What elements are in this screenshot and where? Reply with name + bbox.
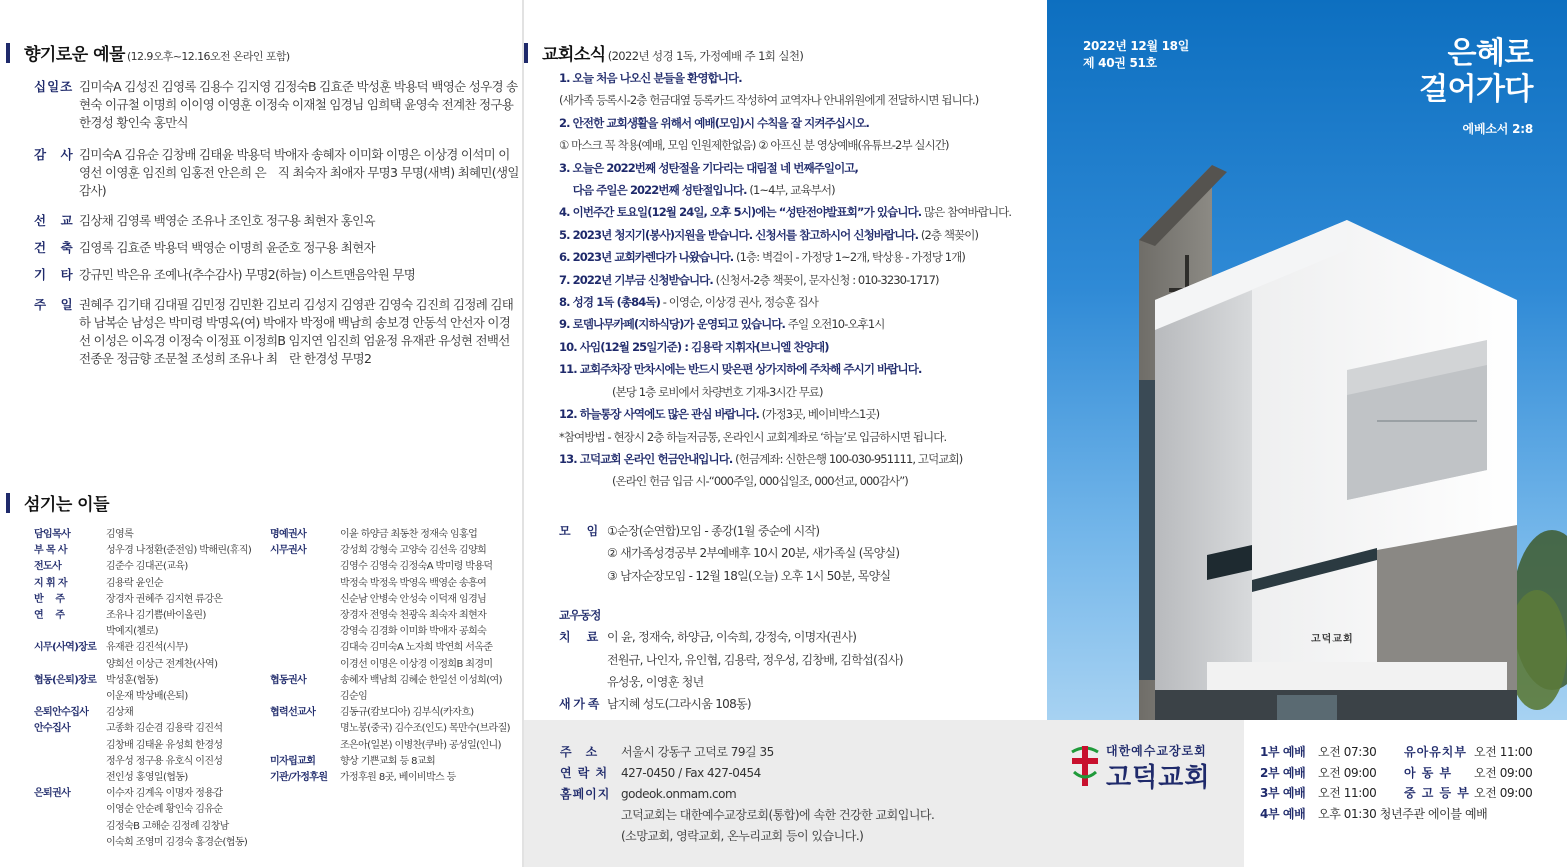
staff-row: [270, 559, 520, 575]
service-label: 4부 예배: [1260, 806, 1306, 821]
news-item: [559, 67, 1044, 89]
staff-role: 전도사: [34, 561, 62, 573]
staff-names: 이숙희 조영미 김경숙 홍경순(협동): [106, 836, 248, 848]
staff-role: [34, 754, 106, 770]
staff-role: [34, 738, 106, 754]
dept-label: 아 동 부: [1404, 765, 1453, 780]
staff-row: [270, 608, 520, 624]
dept-label: [1404, 804, 1474, 825]
phone-label: 연 락 처: [560, 766, 609, 780]
service-label: 1부 예배: [1260, 745, 1306, 759]
staff-names: 이수자 김계옥 이명자 정용갑: [106, 788, 223, 800]
treatment-line: 전원규, 나인자, 유인협, 김용락, 정우성, 김창배, 김학섭(집사): [607, 652, 903, 667]
staff-names: 강성희 강형숙 고양숙 김선욱 김양희: [340, 545, 487, 557]
staff-row: [270, 640, 520, 656]
offering-category: 십일조: [34, 79, 74, 94]
staff-names: 장경자 전영숙 천광옥 최숙자 최현자: [340, 610, 487, 622]
news-item: [559, 336, 1044, 358]
service-label: 3부 예배: [1260, 786, 1306, 800]
staff-role: [34, 770, 106, 786]
news-header: [524, 40, 803, 65]
staff-names: 가정후원 8곳, 베이비박스 등: [340, 772, 456, 784]
staff-role: [270, 738, 340, 754]
news-item: [559, 201, 1044, 223]
news-item: [559, 179, 1044, 201]
section-bar: [524, 43, 528, 63]
staff-row: [270, 689, 520, 705]
website-link[interactable]: godeok.onmam.com: [621, 787, 737, 801]
staff-row: [34, 721, 269, 737]
staff-row: [34, 543, 269, 559]
staff-names: 이윤 하양금 최동찬 정재숙 임홍업: [340, 529, 478, 540]
service-row: [1260, 742, 1560, 763]
member-news-block: [559, 604, 903, 715]
news-item-bold: 2. 안전한 교회생활을 위해서 예배(모임)시 수칙을 잘 지켜주십시오.: [559, 115, 869, 130]
staff-row: [270, 770, 520, 786]
staff-role: 협동권사: [270, 674, 307, 686]
staff-names: 박정숙 박정욱 박영옥 백영순 송흥여: [340, 577, 487, 589]
address: 서울시 강동구 고덕로 79길 35: [621, 745, 774, 759]
staff-names: 이영순 안순례 황인숙 김유순: [106, 804, 223, 816]
news-item-note: (2층 책꽂이): [918, 227, 979, 242]
news-subtitle: (2022년 성경 1독, 가정예배 주 1회 실천): [607, 49, 804, 63]
staff-names: 성우경 나정환(준전임) 박해린(휴직): [106, 545, 252, 557]
staff-row: [34, 608, 269, 624]
offering-row: [34, 212, 519, 230]
news-item-bold: 다음 주일은 2022번째 성탄절입니다.: [559, 183, 747, 198]
staff-names: 조은아(일본) 이병찬(쿠바) 공성일(인니): [340, 739, 501, 751]
service-time: 오전 09:00: [1318, 765, 1377, 780]
service-row: [1260, 804, 1560, 825]
news-item-bold: 6. 2023년 교회카렌다가 나왔습니다.: [559, 250, 734, 265]
offering-names: 강규민 박은유 조예나(추수감사) 무명2(하늘) 이스트맨음악원 무명: [79, 267, 416, 282]
service-label: 2부 예배: [1260, 765, 1306, 780]
service-row: [1260, 763, 1560, 784]
news-item-note: (새가족 등록시-2층 헌금대옆 등록카드 작성하여 교역자나 안내위원에게 전달하시면 됩니다.): [559, 93, 979, 108]
news-item-note: - 이영순, 이상경 권사, 정승훈 집사: [659, 295, 818, 310]
cover-issue: 제 40권 51호: [1083, 56, 1157, 70]
left-panel: [0, 0, 522, 867]
staff-row: [34, 592, 269, 608]
news-item-bold: 3. 오늘은 2022번째 성탄절을 기다리는 대림절 네 번째주일이고,: [559, 160, 858, 175]
treatment-line: 유성웅, 이영훈 청년: [607, 674, 704, 689]
staff-role: [270, 689, 340, 705]
offering-names: 김상채 김영록 백영순 조유나 조인호 정구용 최현자 홍인옥: [79, 213, 375, 228]
news-item-note: (본당 1층 로비에서 차량번호 기재-3시간 무료): [559, 384, 823, 399]
news-item: [559, 112, 1044, 134]
offering-names: 김영록 김효준 박용덕 백영순 이명희 윤준호 정구용 최현자: [79, 240, 375, 255]
staff-names: 김대숙 김미숙A 노자희 박연희 서옥준: [340, 642, 493, 654]
offering-row: [34, 146, 519, 200]
news-item: [559, 381, 1044, 403]
staff-row: [270, 592, 520, 608]
staff-names: 정우성 정구용 유호식 이진성: [106, 755, 223, 767]
news-item: [559, 358, 1044, 380]
denomination-name: 대한예수교장로회: [1106, 744, 1207, 758]
staff-role: 은퇴안수집사: [34, 707, 89, 719]
news-item-bold: 8. 성경 1독 (총84독): [559, 295, 660, 310]
staff-row: [270, 721, 520, 737]
news-list: [559, 67, 1044, 493]
staff-role: 협동(은퇴)장로: [34, 674, 97, 686]
staff-list-left: [34, 527, 269, 851]
offering-row: [34, 296, 519, 368]
staff-header: [6, 490, 109, 515]
staff-row: [34, 754, 269, 770]
staff-row: [270, 738, 520, 754]
staff-names: 전인성 홍영일(협동): [106, 772, 188, 784]
news-item-bold: 4. 이번주간 토요일(12월 24일, 오후 5시)에는 “성탄전야발표회”가 있습니다.: [559, 205, 922, 220]
staff-role: 연 주: [34, 610, 65, 622]
news-item: [559, 89, 1044, 111]
dept-time: 오전 09:00: [1474, 765, 1533, 780]
staff-names: 조유나 김기쁨(바이올린): [106, 610, 206, 622]
staff-role: [270, 559, 340, 575]
offering-names: 권혜주 김기태 김대필 김민정 김민환 김보리 김성지 김영관 김영숙 김진희 김정례 김태하 남복순 남성은 박미령 박명옥(여) 박애자 박정애 백남희 송보경 안동석 안선자 이경선 이성은 이옥경 이정숙 이정표 이정희B 임지연 임진희 엄윤정 유재관 유성현 전백선 전종운 정금향 조문철 조성희 조유나 최 란 한경성 무명2: [79, 297, 514, 366]
staff-names: 장경자 권혜주 김지현 류강은: [106, 593, 223, 605]
staff-row: [270, 576, 520, 592]
staff-names: 김동규(캄보디아) 김부식(카자흐): [340, 707, 474, 719]
cover-title-line2: 걸어가다: [1419, 72, 1533, 107]
meeting-item: ①순장(순연합)모임 - 종강(1월 중순에 시작): [607, 524, 820, 538]
news-item-bold: 10. 사임(12월 25일기준) : 김용락 지휘자(브니엘 찬양대): [559, 339, 829, 354]
staff-role: 명예권사: [270, 529, 307, 540]
staff-names: 양희선 이상근 전계찬(사역): [106, 658, 218, 670]
staff-role: 은퇴권사: [34, 788, 71, 800]
staff-row: [34, 559, 269, 575]
staff-row: [270, 543, 520, 559]
staff-role: 기관/가정후원: [270, 772, 328, 784]
staff-role: 반 주: [34, 593, 65, 605]
news-item-note: 많은 참여바랍니다.: [921, 205, 1012, 220]
staff-role: 담임목사: [34, 529, 71, 540]
cover-photo: [1047, 0, 1567, 720]
staff-role: [34, 689, 106, 705]
cover-date: 2022년 12월 18일: [1083, 39, 1190, 53]
staff-names: 명노봉(중국) 김수조(인도) 목만수(브라질): [340, 723, 510, 735]
offering-category: 기 타: [34, 267, 74, 282]
staff-role: [34, 624, 106, 640]
news-item: [559, 313, 1044, 335]
staff-row: [270, 673, 520, 689]
staff-row: [270, 657, 520, 673]
staff-names: 신순남 안병숙 안성숙 이덕재 임경님: [340, 593, 487, 605]
news-item-bold: 1. 오늘 처음 나오신 분들을 환영합니다.: [559, 71, 742, 85]
news-item-bold: 13. 고덕교회 온라인 헌금안내입니다.: [559, 451, 733, 466]
service-time: 오전 11:00: [1318, 786, 1377, 800]
staff-row: [34, 705, 269, 721]
staff-row: [34, 640, 269, 656]
dept-time: 오전 11:00: [1474, 745, 1533, 759]
new-family-label: 새 가 족: [559, 697, 599, 712]
treatment-label: 치 료: [559, 630, 601, 645]
section-bar: [6, 43, 10, 63]
staff-role: [34, 802, 106, 818]
cover-title-line1: 은혜로: [1447, 36, 1533, 71]
staff-names: 송혜자 백남희 김혜순 한일선 이성희(여): [340, 674, 502, 686]
treatment-line: 이 윤, 정재숙, 하양금, 이숙희, 강정숙, 이명자(권사): [607, 630, 857, 645]
staff-names: 이운재 박상배(은퇴): [106, 691, 188, 703]
staff-role: [270, 721, 340, 737]
staff-role: [270, 657, 340, 673]
news-item: [559, 157, 1044, 179]
news-item-note: (1~4부, 교육부서): [746, 183, 835, 198]
staff-row: [34, 819, 269, 835]
staff-row: [270, 624, 520, 640]
church-description-note: (소망교회, 영락교회, 온누리교회 등이 있습니다.): [621, 829, 864, 843]
staff-row: [270, 527, 520, 543]
staff-role: 협력선교사: [270, 707, 316, 719]
staff-names: 김영록: [106, 529, 134, 540]
church-description: 고덕교회는 대한예수교장로회(통합)에 속한 건강한 교회입니다.: [621, 808, 935, 822]
offering-row: [34, 78, 519, 132]
staff-row: [34, 689, 269, 705]
staff-row: [34, 738, 269, 754]
news-item-bold: 5. 2023년 청지기(봉사)지원을 받습니다. 신청서를 참고하시어 신청바랍니다.: [559, 227, 919, 242]
staff-names: 고종화 김순겸 김용락 김진석: [106, 723, 223, 735]
staff-role: [270, 624, 340, 640]
dept-time: [1474, 804, 1560, 825]
service-time: 오전 07:30: [1318, 745, 1377, 759]
staff-names: 김순임: [340, 691, 368, 703]
staff-names: 박성훈(협동): [106, 674, 158, 686]
offering-row: [34, 266, 519, 284]
staff-row: [34, 770, 269, 786]
new-family-line: 남지혜 성도(그라시움 108동): [607, 697, 751, 712]
meetings-label: 모 임: [559, 524, 601, 538]
website-label: 홈페이지: [560, 787, 611, 801]
staff-role: [270, 576, 340, 592]
news-item: [559, 269, 1044, 291]
staff-role: 지 휘 자: [34, 577, 67, 589]
staff-role: 안수집사: [34, 723, 71, 735]
staff-row: [34, 576, 269, 592]
staff-role: [34, 835, 106, 851]
news-item-bold: 12. 하늘통장 사역에도 많은 관심 바랍니다.: [559, 407, 760, 422]
staff-role: 시무권사: [270, 545, 307, 557]
news-item-note: (온라인 헌금 입금 시-“000주일, 000십일조, 000선교, 000감사”): [559, 474, 908, 489]
news-item: [559, 470, 1044, 492]
footer: [524, 720, 1567, 867]
staff-role: 시무(사역)장로: [34, 642, 97, 654]
service-times: [1244, 720, 1567, 867]
staff-names: 향상 기쁜교회 등 8교회: [340, 755, 436, 767]
news-item: [559, 224, 1044, 246]
news-item-bold: 7. 2022년 기부금 신청받습니다.: [559, 272, 713, 287]
staff-names: 유재관 김진석(시무): [106, 642, 188, 654]
dept-time: 오전 09:00: [1474, 786, 1533, 800]
staff-role: [270, 640, 340, 656]
meeting-item: ② 새가족성경공부 2부예배후 10시 20분, 새가족실 (목양실): [607, 546, 900, 561]
staff-role: [270, 592, 340, 608]
staff-row: [34, 657, 269, 673]
staff-row: [270, 705, 520, 721]
news-item-bold: 9. 로뎀나무카페(지하식당)가 운영되고 있습니다.: [559, 317, 786, 332]
offering-names: 김미숙A 김유순 김창배 김태윤 박용덕 박애자 송혜자 이미화 이명은 이상경 이석미 이영선 이영훈 임진희 임홍전 안은희 은 직 최숙자 최애자 무명3 무명(새벽) 최혜민(생일감사): [79, 147, 519, 198]
offering-row: [34, 239, 519, 257]
offering-category: 감 사: [34, 147, 74, 162]
dept-label: 유아유치부: [1404, 745, 1467, 759]
news-item-bold: 11. 교회주차장 만차시에는 반드시 맞은편 상가지하에 주차해 주시기 바랍니다.: [559, 362, 922, 377]
staff-names: 김창배 김태윤 유성희 한경성: [106, 739, 223, 751]
news-item-note: *참여방법 - 현장시 2층 하늘저금통, 온라인시 교회계좌로 ‘하늘’로 입금하시면 됩니다.: [559, 429, 947, 444]
staff-role: [270, 608, 340, 624]
offering-names: 김미숙A 김성진 김영록 김용수 김지영 김정숙B 김효준 박성훈 박용덕 백영순 성우경 송현숙 이규철 이명희 이이영 이영훈 이정숙 이재철 임경님 임희택 윤영숙 전계찬 정구용 한경성 황인숙 홍만식: [79, 79, 518, 130]
offering-header: [6, 40, 290, 65]
cover-verse: 에베소서 2:8: [1462, 122, 1533, 136]
news-item: [559, 291, 1044, 313]
staff-names: 김정숙B 고해순 김정례 김창남: [106, 820, 229, 832]
news-item-note: (신청서-2층 책꽂이, 문자신청 : 010-3230-1717): [712, 272, 939, 287]
news-item-note: (가정3곳, 베이비박스1곳): [759, 407, 880, 422]
cover-title: [1419, 36, 1533, 108]
news-item: [559, 448, 1044, 470]
staff-role: 부 목 사: [34, 545, 67, 557]
staff-names: 김용락 윤인순: [106, 577, 163, 589]
news-item: [559, 134, 1044, 156]
meeting-item: ③ 남자순장모임 - 12월 18일(오늘) 오후 1시 50분, 목양실: [607, 568, 891, 583]
news-item: [559, 403, 1044, 425]
news-item-note: 주일 오전10-오후1시: [785, 317, 885, 332]
offering-category: 선 교: [34, 213, 74, 228]
building-sign: 고덕교회: [1311, 634, 1354, 645]
staff-row: [34, 624, 269, 640]
offering-category: 건 축: [34, 240, 74, 255]
news-title: 교회소식: [542, 45, 606, 65]
staff-role: [34, 657, 106, 673]
staff-names: 김준수 김대곤(교육): [106, 561, 188, 573]
staff-row: [34, 527, 269, 543]
offering-subtitle: (12.9오후~12.16오전 온라인 포함): [126, 50, 290, 63]
news-item: [559, 246, 1044, 268]
staff-names: 이경선 이명은 이상경 이정희B 최경미: [340, 658, 493, 670]
news-item: [559, 426, 1044, 448]
staff-role: 미자립교회: [270, 755, 316, 767]
staff-row: [34, 835, 269, 851]
staff-row: [34, 802, 269, 818]
cover-date-block: [1083, 38, 1189, 72]
church-info: [560, 742, 934, 847]
staff-title: 섬기는 이들: [24, 495, 110, 515]
dept-label: 중 고 등 부: [1404, 786, 1470, 800]
service-row: [1260, 783, 1560, 804]
staff-names: 박예지(첼로): [106, 626, 158, 638]
member-news-title: 교우동정: [559, 608, 601, 622]
church-logo: [1068, 742, 1238, 793]
section-bar: [6, 493, 10, 513]
news-item-note: (헌금계좌: 신한은행 100-030-951111, 고덕교회): [732, 451, 963, 466]
staff-row: [34, 786, 269, 802]
staff-list-right: [270, 527, 520, 786]
news-item-note: (1층: 벽걸이 - 가정당 1~2개, 탁상용 - 가정당 1개): [733, 250, 966, 265]
church-building-illustration: [1047, 0, 1567, 720]
news-item-note: ① 마스크 꼭 착용(예배, 모임 인원제한없음) ② 아프신 분 영상예배(유튜브-2부 실시간): [559, 138, 949, 153]
service-time: 오후 01:30 청년주관 에이블 예배: [1318, 806, 1488, 821]
staff-role: [34, 819, 106, 835]
phone: 427-0450 / Fax 427-0454: [621, 766, 761, 780]
staff-names: 강영숙 김경화 이미화 박애자 공희숙: [340, 626, 487, 638]
staff-names: 김상채: [106, 707, 134, 719]
church-name: 고덕교회: [1106, 763, 1211, 793]
staff-row: [270, 754, 520, 770]
offering-category: 주 일: [34, 297, 74, 312]
meetings-block: [559, 520, 899, 587]
offering-title: 향기로운 예물: [24, 45, 125, 65]
address-label: 주 소: [560, 745, 599, 759]
staff-row: [34, 673, 269, 689]
cross-logo-icon: [1068, 742, 1102, 788]
staff-names: 김영수 김영숙 김정숙A 박미령 박용덕: [340, 561, 493, 573]
